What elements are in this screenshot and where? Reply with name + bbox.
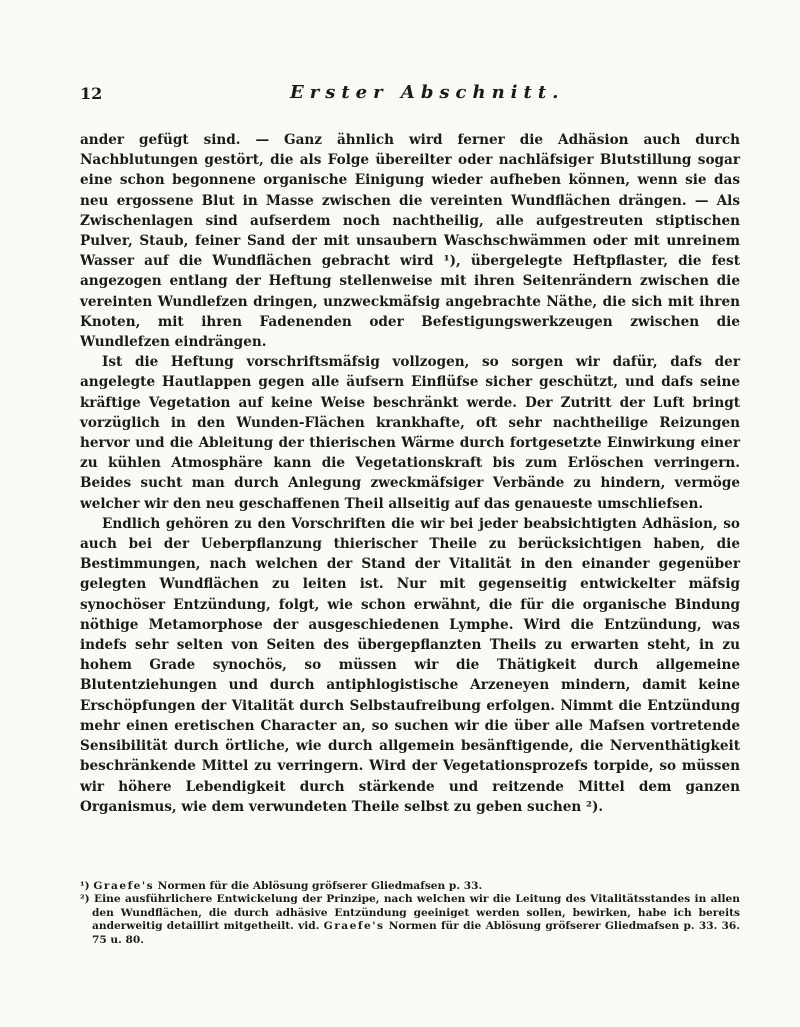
footnote-1-marker: ¹)	[80, 880, 90, 892]
footnote-2	[80, 893, 740, 947]
footnote-1	[80, 880, 740, 893]
footnote-2-tail: Normen für die Ablösung gröfserer Gliedmafsen p. 33. 36. 75 u. 80.	[92, 920, 740, 946]
running-title: Erster Abschnitt.	[290, 82, 565, 103]
footnote-1-author: Graefe's	[93, 880, 155, 892]
paragraph-1: ander gefügt sind. — Ganz ähnlich wird ferner die Adhäsion auch durch Nachblutungen gestört, die als Folge übereilter oder nachläfsiger Blutstillung sogar eine schon begonnene organische Einigung wieder aufheben können, wenn sie das neu ergossene Blut in Masse zwischen die vereinten Wundflächen drängen. — Als Zwischenlagen sind aufserdem noch nachtheilig, alle aufgestreuten stiptischen Pulver, Staub, feiner Sand der mit unsaubern Waschschwämmen oder mit unreinem Wasser auf die Wundflächen gebracht wird ¹), übergelegte Heftpflaster, die fest angezogen entlang der Heftung stellenweise mit ihren Seitenrändern zwischen die vereinten Wundlefzen dringen, unzweckmäfsig angebrachte Näthe, die sich mit ihren Knoten, mit ihren Fadenenden oder Befestigungswerkzeugen zwischen die Wundlefzen eindrängen.	[80, 132, 740, 351]
body-text	[80, 130, 740, 817]
paragraph-3: Endlich gehören zu den Vorschriften die wir bei jeder beabsichtigten Adhäsion, so auch bei der Ueberpflanzung thierischer Theile zu berücksichtigen haben, die Bestimmungen, nach welchen der Stand der Vitalität in den einander gegenüber gelegten Wundflächen zu leiten ist. Nur mit gegenseitig entwickelter mäfsig synochöser Entzündung, folgt, wie schon erwähnt, die für die organische Bindung nöthige Metamorphose der ausgeschiedenen Lymphe. Wird die Entzündung, was indefs sehr selten von Seiten des übergepflanzten Theils zu erwarten steht, in zu hohem Grade synochös, so müssen wir die Thätigkeit durch allgemeine Blutentziehungen und durch antiphlogistische Arzeneyen mindern, damit keine Erschöpfungen der Vitalität durch Selbstaufreibung erfolgen. Nimmt die Entzündung mehr einen eretischen Character an, so suchen wir die über alle Mafsen vortretende Sensibilität durch örtliche, wie durch allgemein besänftigende, die Nerventhätigkeit beschränkende Mittel zu verringern. Wird der Vegetationsprozefs torpide, so müssen wir höhere Lebendigkeit durch stärkende und reitzende Mittel dem ganzen Organismus, wie dem verwundeten Theile selbst zu geben suchen ²).	[80, 515, 740, 815]
footnote-2-author: Graefe's	[323, 920, 385, 933]
footnotes	[80, 880, 740, 947]
footnote-2-marker: ²)	[80, 893, 90, 906]
footnote-2-text: Eine ausführlichere Entwickelung der Prinzipe, nach welchen wir die Leitung des Vitalitätsstandes in allen den Wundflächen, die durch adhäsive Entzündung geeiniget werden sollen, bewirken, habe ich bereits anderweitig detaillirt mitgetheilt. vid.	[89, 893, 740, 933]
page-header	[80, 84, 740, 110]
page-number: 12	[80, 84, 103, 103]
footnote-1-text: Normen für die Ablösung gröfserer Gliedmafsen p. 33.	[154, 880, 483, 892]
paragraph-2: Ist die Heftung vorschriftsmäfsig vollzogen, so sorgen wir dafür, dafs der angelegte Hautlappen gegen alle äufsern Einflüfse sicher geschützt, und dafs seine kräftige Vegetation auf keine Weise beschränkt werde. Der Zutritt der Luft bringt vorzüglich in den Wunden-Flächen krankhafte, oft sehr nachtheilige Reizungen hervor und die Ableitung der thierischen Wärme durch fortgesetzte Einwirkung einer zu kühlen Atmosphäre kann die Vegetationskraft bis zum Erlöschen verringern. Beides sucht man durch Anlegung zweckmäfsiger Verbände zu hindern, vermöge welcher wir den neu geschaffenen Theil allseitig auf das genaueste umschliefsen.	[80, 354, 740, 512]
